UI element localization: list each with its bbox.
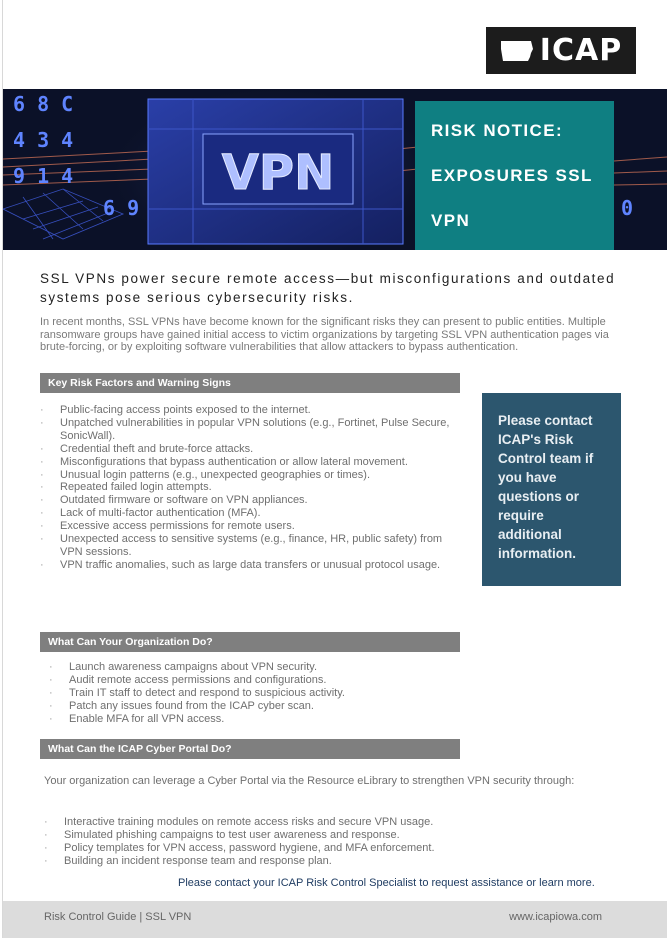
page-footer (3, 901, 667, 938)
list-item: · Building an incident response team and response plan. (44, 855, 584, 868)
list-item: · Misconfigurations that bypass authentication or allow lateral movement. (40, 456, 460, 469)
risk-factor-list (40, 404, 460, 572)
section-risk-title: Key Risk Factors and Warning Signs (40, 373, 460, 393)
org-action-list (49, 661, 469, 726)
section-org-title: What Can Your Organization Do? (40, 632, 460, 652)
list-item: · VPN traffic anomalies, such as large data transfers or unusual protocol usage. (40, 559, 460, 572)
list-item: · Policy templates for VPN access, password hygiene, and MFA enforcement. (44, 842, 584, 855)
portal-intro: Your organization can leverage a Cyber Portal via the Resource eLibrary to strengthen VPN security through: (44, 775, 575, 787)
digits-row-2: 4 3 4 (13, 128, 74, 152)
portal-feature-list (44, 816, 584, 868)
closing-contact-line: Please contact your ICAP Risk Control Specialist to request assistance or learn more. (178, 877, 595, 889)
list-item: · Unpatched vulnerabilities in popular VPN solutions (e.g., Fortinet, Pulse Secure, SonicWall). (40, 417, 460, 443)
list-item: · Unusual login patterns (e.g., unexpected geographies or times). (40, 469, 460, 482)
list-item: · Simulated phishing campaigns to test user awareness and response. (44, 829, 584, 842)
digits-row-4: 6 9 (103, 196, 140, 220)
digits-row-3: 9 1 4 (13, 164, 74, 188)
intro-headline: SSL VPNs power secure remote access—but misconfigurations and outdated systems pose serious cybersecurity risks. (40, 271, 616, 305)
list-item: · Launch awareness campaigns about VPN security. (49, 661, 469, 674)
list-item: · Patch any issues found from the ICAP cyber scan. (49, 700, 469, 713)
logo-text: ICAP (539, 33, 623, 68)
list-item: · Enable MFA for all VPN access. (49, 713, 469, 726)
contact-callout: Please contact ICAP's Risk Control team if you have questions or require additional information. (482, 393, 621, 586)
digits-row-1: 6 8 C (13, 92, 74, 116)
list-item: · Unexpected access to sensitive systems (e.g., finance, HR, public safety) from VPN sessions. (40, 533, 460, 559)
notice-line-2: EXPOSURES SSL (431, 166, 593, 185)
footer-website-link[interactable]: www.icapiowa.com (509, 911, 602, 923)
vpn-screen-text: VPN (221, 145, 335, 201)
list-item: · Outdated firmware or software on VPN appliances. (40, 494, 460, 507)
list-item: · Repeated failed login attempts. (40, 481, 460, 494)
section-portal-title: What Can the ICAP Cyber Portal Do? (40, 739, 460, 759)
list-item: · Lack of multi-factor authentication (MFA). (40, 507, 460, 520)
footer-guide-title: Risk Control Guide | SSL VPN (44, 911, 192, 923)
list-item: · Credential theft and brute-force attacks. (40, 443, 460, 456)
list-item: · Excessive access permissions for remote users. (40, 520, 460, 533)
list-item: · Interactive training modules on remote access risks and secure VPN usage. (44, 816, 584, 829)
risk-notice-box (415, 101, 614, 250)
notice-line-3: VPN (431, 211, 471, 230)
list-item: · Audit remote access permissions and configurations. (49, 674, 469, 687)
hero-banner (3, 89, 667, 250)
list-item: · Public-facing access points exposed to the internet. (40, 404, 460, 417)
digits-right: 0 (621, 196, 634, 220)
iowa-state-icon (500, 39, 534, 63)
notice-line-1: RISK NOTICE: (431, 121, 564, 140)
list-item: · Train IT staff to detect and respond to suspicious activity. (49, 687, 469, 700)
intro-body: In recent months, SSL VPNs have become known for the significant risks they can present to public entities. Multiple ransomware groups have gained initial access to victim organizations by targeting SSL VPN authentication pages via brute-forcing, or by exploiting software vulnerabilities that allow attackers to bypass authentication. (40, 316, 609, 354)
icap-logo (486, 27, 636, 74)
